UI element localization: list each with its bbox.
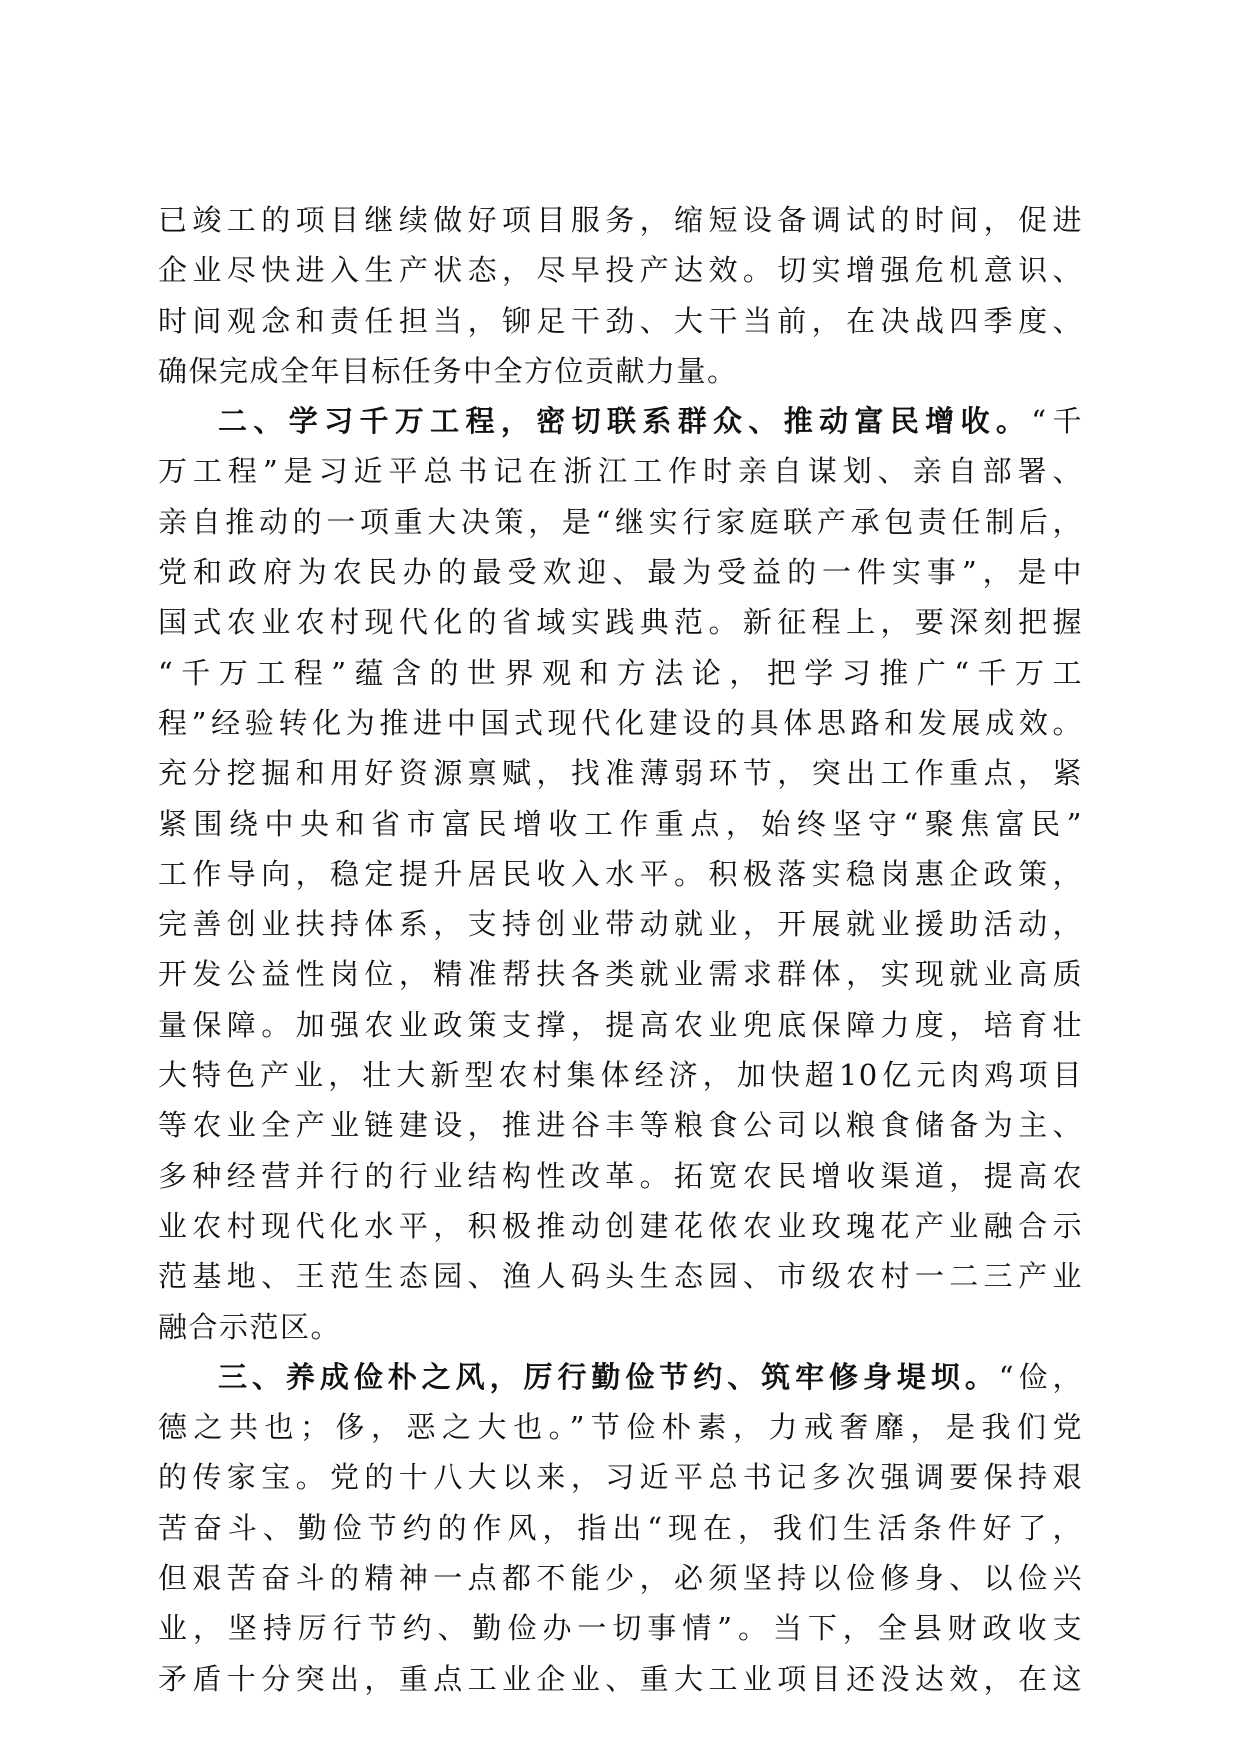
text-line: 紧围绕中央和省市富民增收工作重点，始终坚守“聚焦富民” — [158, 806, 1083, 841]
document-body — [158, 195, 1083, 1704]
text-line: 国式农业农村现代化的省域实践典范。新征程上，要深刻把握 — [158, 605, 1083, 640]
section-two-first-line — [158, 396, 1083, 446]
text-line: 亲自推动的一项重大决策，是“继实行家庭联产承包责任制后， — [158, 504, 1083, 539]
text-line: 企业尽快进入生产状态，尽早投产达效。切实增强危机意识、 — [158, 253, 1083, 288]
text-line: 等农业全产业链建设，推进谷丰等粮食公司以粮食储备为主、 — [158, 1108, 1083, 1143]
section-three — [158, 1352, 1083, 1704]
section-two — [158, 396, 1083, 1352]
text-line: 融合示范区。 — [158, 1309, 342, 1344]
section-three-heading: 三、养成俭朴之风，厉行勤俭节约、筑牢修身堤坝。 — [218, 1359, 999, 1394]
text-line: 多种经营并行的行业结构性改革。拓宽农民增收渠道，提高农 — [158, 1158, 1083, 1193]
text-line: 量保障。加强农业政策支撑，提高农业兜底保障力度，培育壮 — [158, 1007, 1083, 1042]
text-line: 苦奋斗、勤俭节约的作风，指出“现在，我们生活条件好了， — [158, 1510, 1083, 1545]
text-line: 已竣工的项目继续做好项目服务，缩短设备调试的时间，促进 — [158, 203, 1083, 237]
text-fragment: “千 — [1031, 404, 1083, 439]
text-line: 完善创业扶持体系，支持创业带动就业，开展就业援助活动， — [158, 907, 1083, 942]
text-line: 开发公益性岗位，精准帮扶各类就业需求群体，实现就业高质 — [158, 957, 1083, 992]
text-line: 工作导向，稳定提升居民收入水平。积极落实稳岗惠企政策， — [158, 856, 1083, 891]
text-line: 确保完成全年目标任务中全方位贡献力量。 — [158, 353, 738, 388]
text-line: 德之共也；侈，恶之大也。”节俭朴素，力戒奢靡，是我们党 — [158, 1410, 1083, 1445]
text-line: 业，坚持厉行节约、勤俭办一切事情”。当下，全县财政收支 — [158, 1611, 1083, 1646]
text-line: 万工程”是习近平总书记在浙江工作时亲自谋划、亲自部署、 — [158, 454, 1083, 489]
text-line: 矛盾十分突出，重点工业企业、重大工业项目还没达效，在这 — [158, 1661, 1083, 1696]
text-line: “千万工程”蕴含的世界观和方法论，把学习推广“千万工 — [158, 655, 1083, 690]
text-line: 的传家宝。党的十八大以来，习近平总书记多次强调要保持艰 — [158, 1460, 1083, 1495]
text-line: 大特色产业，壮大新型农村集体经济，加快超10亿元肉鸡项目 — [158, 1058, 1083, 1093]
text-fragment: “俭， — [998, 1359, 1083, 1394]
text-line: 党和政府为农民办的最受欢迎、最为受益的一件实事”，是中 — [158, 555, 1083, 590]
text-line: 范基地、王范生态园、渔人码头生态园、市级农村一二三产业 — [158, 1259, 1083, 1294]
text-line: 时间观念和责任担当，铆足干劲、大干当前，在决战四季度、 — [158, 303, 1083, 338]
text-line: 充分挖掘和用好资源禀赋，找准薄弱环节，突出工作重点，紧 — [158, 756, 1083, 791]
text-line: 但艰苦奋斗的精神一点都不能少，必须坚持以俭修身、以俭兴 — [158, 1561, 1083, 1596]
text-line: 程”经验转化为推进中国式现代化建设的具体思路和发展成效。 — [158, 705, 1083, 740]
section-three-first-line — [158, 1352, 1083, 1402]
text-line: 业农村现代化水平，积极推动创建花侬农业玫瑰花产业融合示 — [158, 1208, 1083, 1243]
section-two-heading: 二、学习千万工程，密切联系群众、推动富民增收。 — [218, 404, 1032, 439]
paragraph-continuation — [158, 195, 1083, 396]
